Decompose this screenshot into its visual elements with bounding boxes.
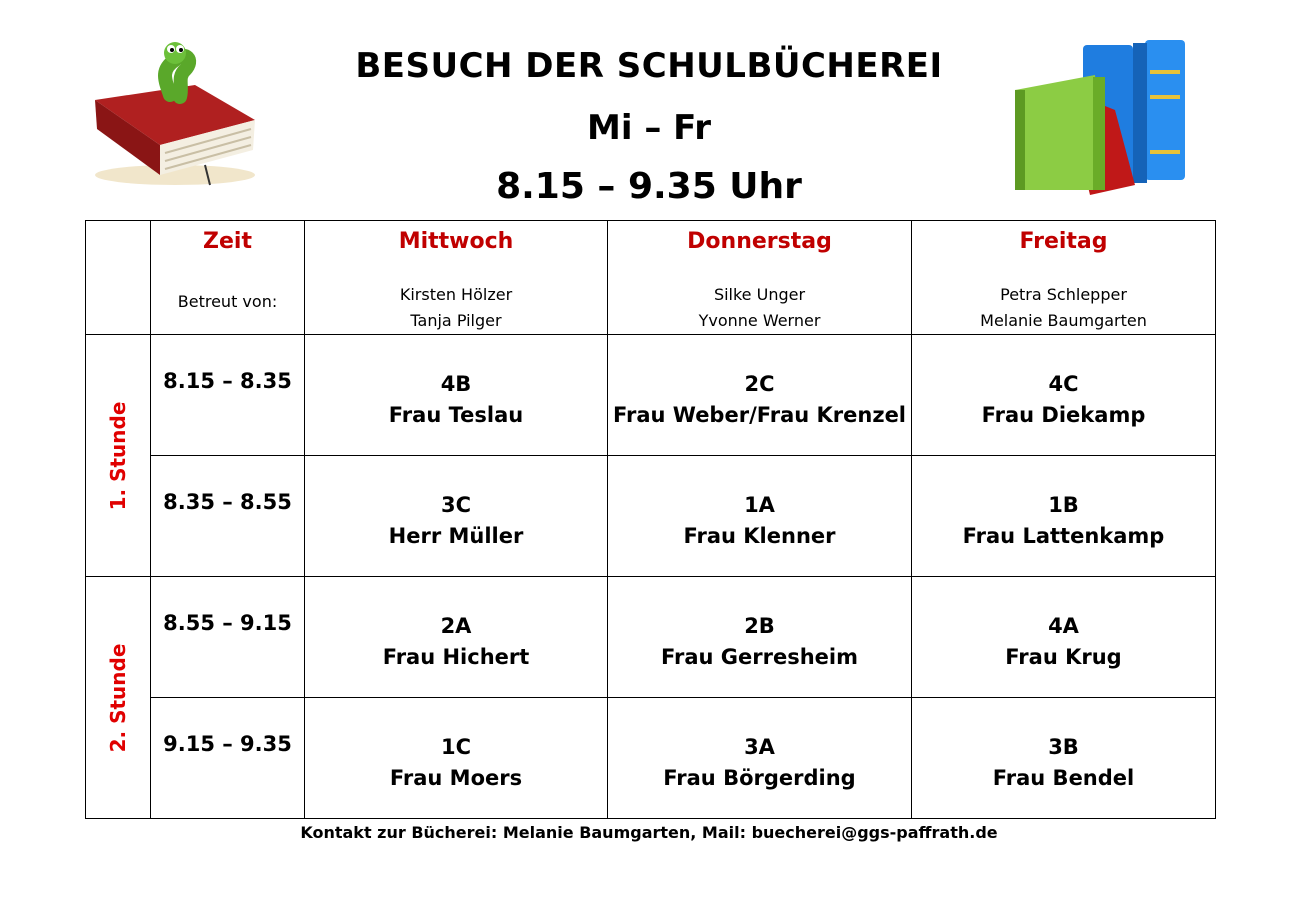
- teacher-name: Frau Bendel: [992, 766, 1135, 790]
- class-cell: [608, 456, 912, 577]
- class-name: 4B: [440, 372, 472, 396]
- day-name: Mittwoch: [398, 229, 514, 254]
- supervisor-name: Silke Unger: [713, 285, 806, 304]
- teacher-name: Frau Diekamp: [981, 403, 1146, 427]
- day-name: Donnerstag: [687, 229, 832, 254]
- class-name: 1C: [440, 735, 472, 759]
- class-cell: [912, 335, 1216, 456]
- class-name: 4A: [1048, 614, 1079, 638]
- class-cell: [608, 577, 912, 698]
- class-cell: [608, 698, 912, 819]
- class-name: 2A: [440, 614, 472, 638]
- class-cell: [305, 698, 608, 819]
- class-cell: [912, 456, 1216, 577]
- time-subtitle: 8.15 – 9.35 Uhr: [496, 166, 802, 207]
- page-title: BESUCH DER SCHULBÜCHEREI: [355, 46, 943, 86]
- teacher-name: Frau Teslau: [388, 403, 524, 427]
- class-name: 1A: [744, 493, 775, 517]
- class-cell: [912, 577, 1216, 698]
- header-zeit: Zeit: [203, 229, 252, 254]
- period-cell: [86, 577, 151, 819]
- time-cell: [151, 456, 305, 577]
- supervisor-name: Tanja Pilger: [410, 311, 502, 330]
- header-row: [86, 221, 1216, 335]
- time-slot: 9.15 – 9.35: [163, 732, 292, 756]
- class-cell: [305, 456, 608, 577]
- supervisor-name: Melanie Baumgarten: [980, 311, 1147, 330]
- time-slot: 8.55 – 9.15: [163, 611, 292, 635]
- time-cell: [151, 577, 305, 698]
- supervisor-name: Petra Schlepper: [1000, 285, 1127, 304]
- days-subtitle: Mi – Fr: [587, 108, 711, 148]
- class-name: 3C: [440, 493, 472, 517]
- class-name: 1B: [1048, 493, 1079, 517]
- class-cell: [305, 577, 608, 698]
- class-cell: [608, 335, 912, 456]
- schedule-table: [85, 220, 1216, 819]
- betreut-label: Betreut von:: [177, 292, 278, 311]
- teacher-name: Frau Weber/Frau Krenzel: [612, 403, 907, 427]
- class-name: 3A: [744, 735, 775, 759]
- supervisor-name: Yvonne Werner: [698, 311, 821, 330]
- time-slot: 8.35 – 8.55: [163, 490, 292, 514]
- header-day-cell: [912, 221, 1216, 335]
- table-row: [86, 698, 1216, 819]
- time-cell: [151, 698, 305, 819]
- teacher-name: Frau Moers: [389, 766, 523, 790]
- class-cell: [305, 335, 608, 456]
- teacher-name: Frau Hichert: [382, 645, 530, 669]
- corner-cell: [86, 221, 151, 335]
- header-day-cell: [608, 221, 912, 335]
- day-name: Freitag: [1019, 229, 1108, 254]
- teacher-name: Frau Krug: [1005, 645, 1122, 669]
- class-name: 4C: [1048, 372, 1079, 396]
- header-day-cell: [305, 221, 608, 335]
- class-name: 2C: [744, 372, 775, 396]
- class-cell: [912, 698, 1216, 819]
- supervisor-name: Kirsten Hölzer: [399, 285, 513, 304]
- header-zeit-cell: [151, 221, 305, 335]
- table-row: [86, 335, 1216, 456]
- class-name: 3B: [1048, 735, 1079, 759]
- period-cell: [86, 335, 151, 577]
- class-name: 2B: [744, 614, 775, 638]
- teacher-name: Frau Börgerding: [663, 766, 856, 790]
- time-slot: 8.15 – 8.35: [163, 369, 292, 393]
- teacher-name: Frau Klenner: [683, 524, 836, 548]
- contact-footer: Kontakt zur Bücherei: Melanie Baumgarten, Mail: buecherei@ggs-paffrath.de: [300, 823, 998, 842]
- period-label: 1. Stunde: [106, 401, 130, 510]
- teacher-name: Frau Gerresheim: [661, 645, 858, 669]
- table-row: [86, 577, 1216, 698]
- table-row: [86, 456, 1216, 577]
- time-cell: [151, 335, 305, 456]
- teacher-name: Frau Lattenkamp: [962, 524, 1165, 548]
- period-label: 2. Stunde: [106, 643, 130, 752]
- teacher-name: Herr Müller: [388, 524, 524, 548]
